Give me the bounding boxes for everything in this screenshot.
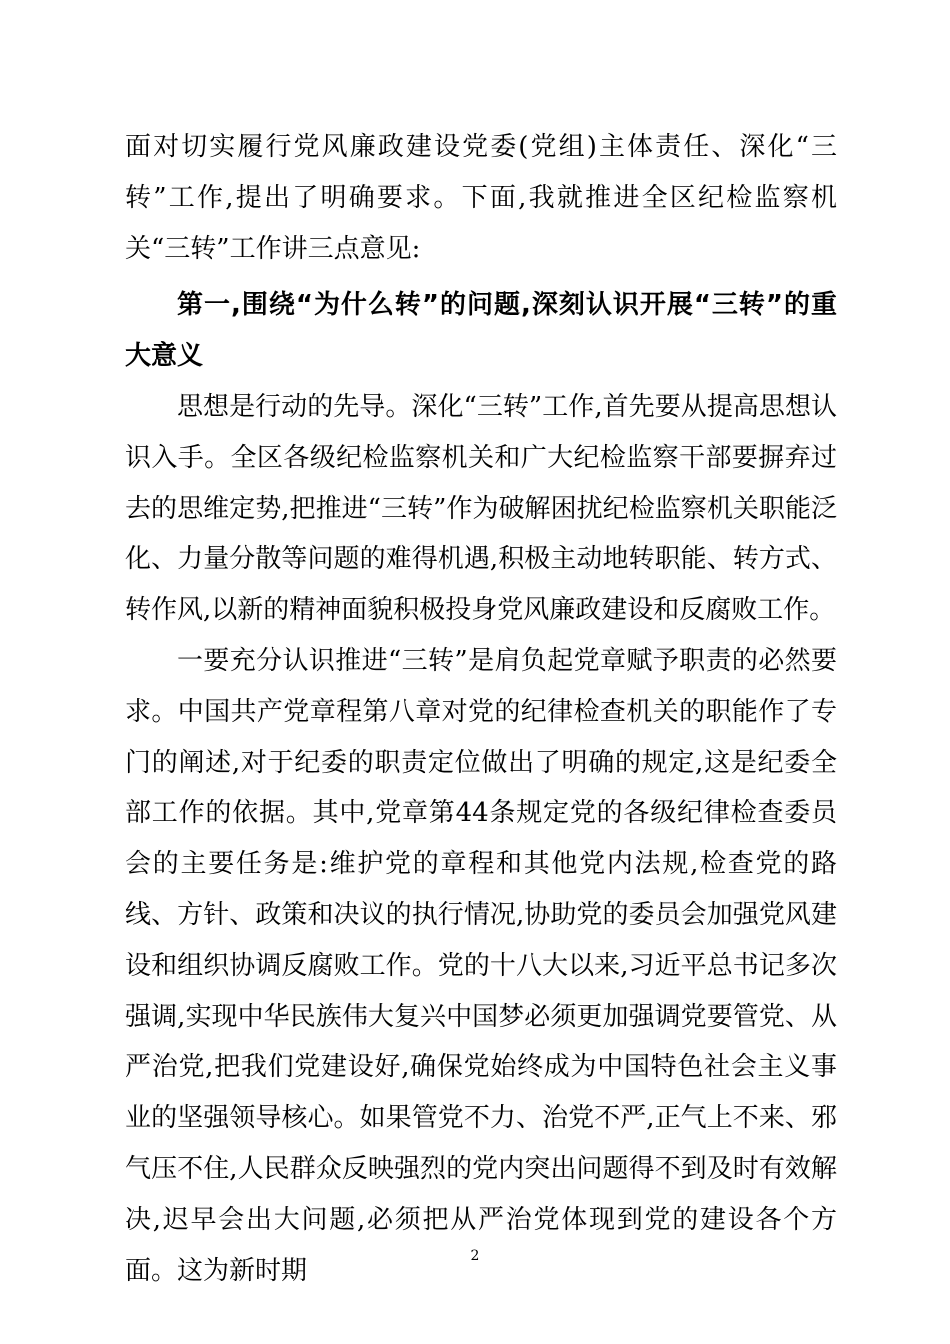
section-heading: 第一,围绕“为什么转”的问题,深刻认识开展“三转”的重大意义 [125, 290, 837, 372]
paragraph-first-point: 一要充分认识推进“三转”是肩负起党章赋予职责的必然要求。中国共产党章程第八章对党的纪律检查机关的职能作了专门的阐述,对于纪委的职责定位做出了明确的规定,这是纪委全部工作的依据。其中,党章第44条规定党的各级纪律检查委员会的主要任务是:维护党的章程和其他党内法规,检查党的路线、方针、政策和决议的执行情况,协助党的委员会加强党风建设和组织协调反腐败工作。党的十八大以来,习近平总书记多次强调,实现中华民族伟大复兴中国梦必须更加强调党要管党、从严治党,把我们党建设好,确保党始终成为中国特色社会主义事业的坚强领导核心。如果管党不力、治党不严,正气上不来、邪气压不住,人民群众反映强烈的党内突出问题得不到及时有效解决,迟早会出大问题,必须把从严治党体现到党的建设各个方面。这为新时期 [125, 645, 837, 1286]
page-number: 2 [470, 1248, 480, 1264]
paragraph-continuation: 面对切实履行党风廉政建设党委(党组)主体责任、深化“三转”工作,提出了明确要求。下面,我就推进全区纪检监察机关“三转”工作讲三点意见: [125, 132, 837, 264]
document-body [125, 122, 837, 1296]
paragraph-thought: 思想是行动的先导。深化“三转”工作,首先要从提高思想认识入手。全区各级纪检监察机关和广大纪检监察干部要摒弃过去的思维定势,把推进“三转”作为破解困扰纪检监察机关职能泛化、力量分散等问题的难得机遇,积极主动地转职能、转方式、转作风,以新的精神面貌积极投身党风廉政建设和反腐败工作。 [125, 391, 837, 626]
